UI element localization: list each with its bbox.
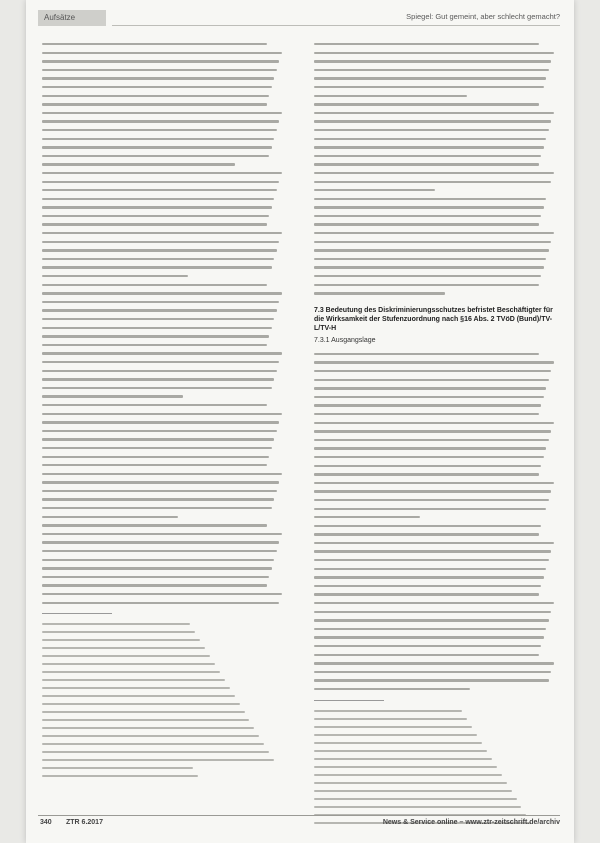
footnote-line: [314, 739, 561, 747]
text-line: [42, 160, 289, 169]
text-line: [314, 83, 561, 92]
text-line: [314, 513, 561, 522]
text-line: [42, 538, 289, 547]
text-line: [314, 220, 561, 229]
text-line: [42, 367, 289, 376]
text-line: [42, 375, 289, 384]
footnote-rule: [314, 700, 384, 701]
text-line: [42, 126, 289, 135]
text-line: [42, 556, 289, 565]
text-line: [314, 212, 561, 221]
text-line: [314, 289, 561, 298]
subheading: 7.3.1 Ausgangslage: [314, 336, 376, 344]
footnote-line: [314, 755, 561, 763]
text-line: [42, 186, 289, 195]
text-line: [314, 186, 561, 195]
text-line: [42, 109, 289, 118]
section-heading: 7.3 Bedeutung des Diskriminierungsschutzes befristet Beschäftigter für die Wirksamkeit der Stufenzuordnung nach §16 Abs. 2 TVöD (Bund)/TV-L/TV-H: [314, 306, 553, 332]
text-line: [42, 564, 289, 573]
footnote-line: [42, 740, 289, 748]
text-line: [314, 427, 561, 436]
journal-name: ZTR 6.2017: [66, 819, 103, 826]
footnote-line: [42, 644, 289, 652]
text-line: [314, 530, 561, 539]
footnote-line: [42, 636, 289, 644]
footnote-line: [314, 787, 561, 795]
text-line: [42, 238, 289, 247]
text-line: [42, 152, 289, 161]
text-line: [314, 135, 561, 144]
text-line: [42, 117, 289, 126]
text-line: [314, 169, 561, 178]
text-line: [42, 272, 289, 281]
text-line: [42, 263, 289, 272]
left-column: [42, 40, 289, 780]
text-line: [42, 74, 289, 83]
text-line: [314, 410, 561, 419]
text-line: [42, 392, 289, 401]
text-line: [42, 513, 289, 522]
text-line: [314, 625, 561, 634]
text-line: [314, 479, 561, 488]
text-line: [42, 590, 289, 599]
text-line: [314, 633, 561, 642]
footnote-line: [314, 723, 561, 731]
text-line: [42, 599, 289, 608]
text-line: [42, 178, 289, 187]
text-line: [42, 66, 289, 75]
text-line: [42, 40, 289, 49]
text-line: [314, 685, 561, 694]
footnote-line: [42, 724, 289, 732]
text-line: [314, 57, 561, 66]
text-line: [42, 92, 289, 101]
text-line: [42, 83, 289, 92]
text-line: [314, 453, 561, 462]
text-line: [42, 487, 289, 496]
text-line: [314, 160, 561, 169]
footnote-line: [42, 684, 289, 692]
text-line: [314, 49, 561, 58]
text-line: [314, 100, 561, 109]
text-line: [42, 453, 289, 462]
text-line: [42, 573, 289, 582]
text-line: [314, 263, 561, 272]
footnote-line: [314, 795, 561, 803]
footnote-line: [42, 716, 289, 724]
footnote-line: [42, 652, 289, 660]
text-line: [42, 495, 289, 504]
text-line: [42, 341, 289, 350]
text-line: [314, 246, 561, 255]
text-line: [42, 135, 289, 144]
text-line: [42, 281, 289, 290]
text-line: [42, 289, 289, 298]
text-line: [314, 272, 561, 281]
text-line: [314, 152, 561, 161]
text-line: [314, 539, 561, 548]
text-line: [42, 332, 289, 341]
text-line: [314, 393, 561, 402]
text-line: [314, 444, 561, 453]
text-line: [314, 668, 561, 677]
text-line: [314, 376, 561, 385]
footnote-line: [42, 620, 289, 628]
footnote-line: [42, 692, 289, 700]
footnote-line: [314, 779, 561, 787]
footnote-line: [314, 771, 561, 779]
footnote-line: [42, 764, 289, 772]
text-line: [314, 109, 561, 118]
text-line: [314, 419, 561, 428]
text-line: [314, 126, 561, 135]
text-line: [314, 642, 561, 651]
text-line: [314, 66, 561, 75]
text-line: [314, 255, 561, 264]
text-line: [42, 306, 289, 315]
text-line: [42, 461, 289, 470]
text-line: [314, 92, 561, 101]
footnote-line: [42, 732, 289, 740]
text-line: [42, 478, 289, 487]
text-line: [314, 582, 561, 591]
text-line: [42, 349, 289, 358]
text-line: [314, 350, 561, 359]
header-rule: [112, 25, 560, 26]
footnote-line: [314, 715, 561, 723]
text-line: [42, 427, 289, 436]
text-line: [42, 384, 289, 393]
text-line: [314, 178, 561, 187]
text-line: [42, 315, 289, 324]
text-line: [42, 324, 289, 333]
running-head: Spiegel: Gut gemeint, aber schlecht gemacht?: [406, 12, 560, 21]
document-page: [26, 0, 574, 843]
text-line: [314, 143, 561, 152]
text-line: [42, 203, 289, 212]
footnote-line: [42, 756, 289, 764]
text-line: [314, 470, 561, 479]
text-line: [42, 49, 289, 58]
text-line: [42, 470, 289, 479]
text-line: [42, 195, 289, 204]
text-line: [42, 100, 289, 109]
text-line: [314, 40, 561, 49]
footnote-rule: [42, 613, 112, 614]
text-line: [314, 238, 561, 247]
section-tab: Aufsätze: [38, 10, 106, 26]
footer-link-text: News & Service online – www.ztr-zeitschrift.de/archiv: [382, 819, 560, 826]
text-line: [42, 220, 289, 229]
text-line: [314, 367, 561, 376]
text-line: [314, 590, 561, 599]
text-line: [314, 556, 561, 565]
text-line: [42, 547, 289, 556]
text-line: [314, 676, 561, 685]
footnote-line: [314, 731, 561, 739]
text-line: [314, 659, 561, 668]
text-line: [314, 547, 561, 556]
text-line: [42, 143, 289, 152]
text-line: [42, 521, 289, 530]
text-line: [42, 246, 289, 255]
text-line: [314, 522, 561, 531]
page-footer: [26, 815, 574, 829]
text-line: [42, 581, 289, 590]
text-line: [314, 436, 561, 445]
text-line: [42, 358, 289, 367]
right-column: [314, 40, 561, 827]
text-line: [42, 504, 289, 513]
text-line: [314, 229, 561, 238]
text-line: [314, 358, 561, 367]
text-line: [42, 298, 289, 307]
text-line: [314, 401, 561, 410]
text-line: [42, 410, 289, 419]
text-line: [314, 573, 561, 582]
text-line: [42, 212, 289, 221]
footnote-line: [42, 660, 289, 668]
text-line: [42, 401, 289, 410]
text-line: [314, 505, 561, 514]
footnote-line: [42, 772, 289, 780]
footnote-line: [42, 628, 289, 636]
footer-rule: [38, 815, 560, 816]
text-line: [314, 616, 561, 625]
text-line: [314, 195, 561, 204]
text-line: [42, 169, 289, 178]
footnote-line: [42, 748, 289, 756]
text-line: [314, 462, 561, 471]
text-line: [314, 281, 561, 290]
text-line: [314, 608, 561, 617]
text-line: [314, 496, 561, 505]
text-line: [42, 444, 289, 453]
footnote-line: [314, 803, 561, 811]
text-line: [314, 651, 561, 660]
text-line: [314, 74, 561, 83]
text-line: [42, 435, 289, 444]
footnote-line: [314, 747, 561, 755]
text-line: [314, 599, 561, 608]
page-header: [26, 10, 574, 26]
text-line: [314, 117, 561, 126]
footnote-line: [42, 708, 289, 716]
page-number: 340: [40, 819, 52, 826]
text-line: [42, 57, 289, 66]
text-line: [42, 229, 289, 238]
text-line: [314, 487, 561, 496]
text-line: [314, 203, 561, 212]
footnote-line: [42, 668, 289, 676]
text-line: [42, 530, 289, 539]
text-line: [42, 255, 289, 264]
text-line: [314, 384, 561, 393]
footnote-line: [314, 707, 561, 715]
footnote-line: [42, 700, 289, 708]
text-line: [42, 418, 289, 427]
text-line: [314, 565, 561, 574]
footnote-line: [314, 763, 561, 771]
footnote-line: [42, 676, 289, 684]
